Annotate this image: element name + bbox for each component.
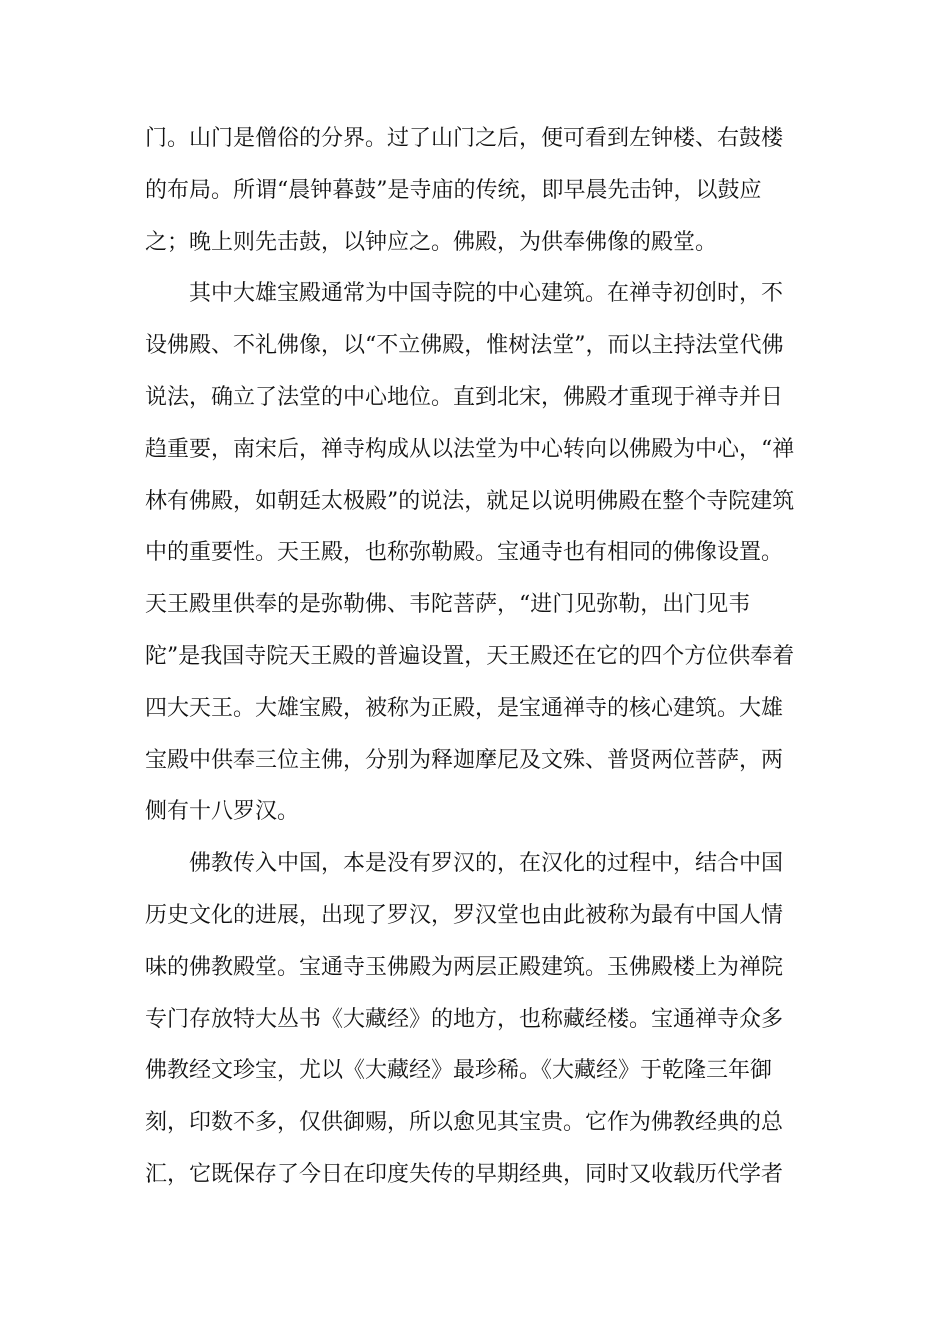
text-line: 说法，确立了法堂的中心地位。直到北宋，佛殿才重现于禅寺并日	[145, 384, 784, 410]
text-line: 刻，印数不多，仅供御赐，所以愈见其宝贵。它作为佛教经典的总	[145, 1110, 784, 1136]
text-line: 陀”是我国寺院天王殿的普遍设置，天王殿还在它的四个方位供奉着	[145, 643, 795, 669]
text-line: 佛教经文珍宝，尤以《大藏经》最珍稀。《大藏经》于乾隆三年御	[145, 1058, 773, 1084]
text-line: 的布局。所谓“晨钟暮鼓”是寺庙的传统，即早晨先击钟，以鼓应	[145, 177, 762, 203]
text-line: 之；晚上则先击鼓，以钟应之。佛殿，为供奉佛像的殿堂。	[145, 229, 718, 255]
text-line: 汇，它既保存了今日在印度失传的早期经典，同时又收载历代学者	[145, 1161, 784, 1187]
text-line: 宝殿中供奉三位主佛，分别为释迦摩尼及文殊、普贤两位菩萨，两	[145, 747, 784, 773]
paragraph-first-line: 佛教传入中国，本是没有罗汉的，在汉化的过程中，结合中国	[189, 851, 784, 877]
text-line: 味的佛教殿堂。宝通寺玉佛殿为两层正殿建筑。玉佛殿楼上为禅院	[145, 954, 784, 980]
text-line: 林有佛殿，如朝廷太极殿”的说法，就足以说明佛殿在整个寺院建筑	[145, 488, 795, 514]
body-text	[145, 113, 815, 1201]
text-line: 设佛殿、不礼佛像，以“不立佛殿，惟树法堂”，而以主持法堂代佛	[145, 333, 784, 359]
text-line: 四大天王。大雄宝殿，被称为正殿，是宝通禅寺的核心建筑。大雄	[145, 695, 784, 721]
text-line: 专门存放特大丛书《大藏经》的地方，也称藏经楼。宝通禅寺众多	[145, 1006, 784, 1032]
text-line: 侧有十八罗汉。	[145, 799, 300, 825]
paragraph-first-line: 其中大雄宝殿通常为中国寺院的中心建筑。在禅寺初创时，不	[189, 281, 784, 307]
text-line: 趋重要，南宋后，禅寺构成从以法堂为中心转向以佛殿为中心，“禅	[145, 436, 795, 462]
text-line: 门。山门是僧俗的分界。过了山门之后，便可看到左钟楼、右鼓楼	[145, 126, 784, 151]
text-line: 历史文化的进展，出现了罗汉，罗汉堂也由此被称为最有中国人情	[145, 902, 784, 928]
text-line: 天王殿里供奉的是弥勒佛、韦陀菩萨，“进门见弥勒，出门见韦	[145, 592, 751, 618]
text-line: 中的重要性。天王殿，也称弥勒殿。宝通寺也有相同的佛像设置。	[145, 540, 784, 566]
